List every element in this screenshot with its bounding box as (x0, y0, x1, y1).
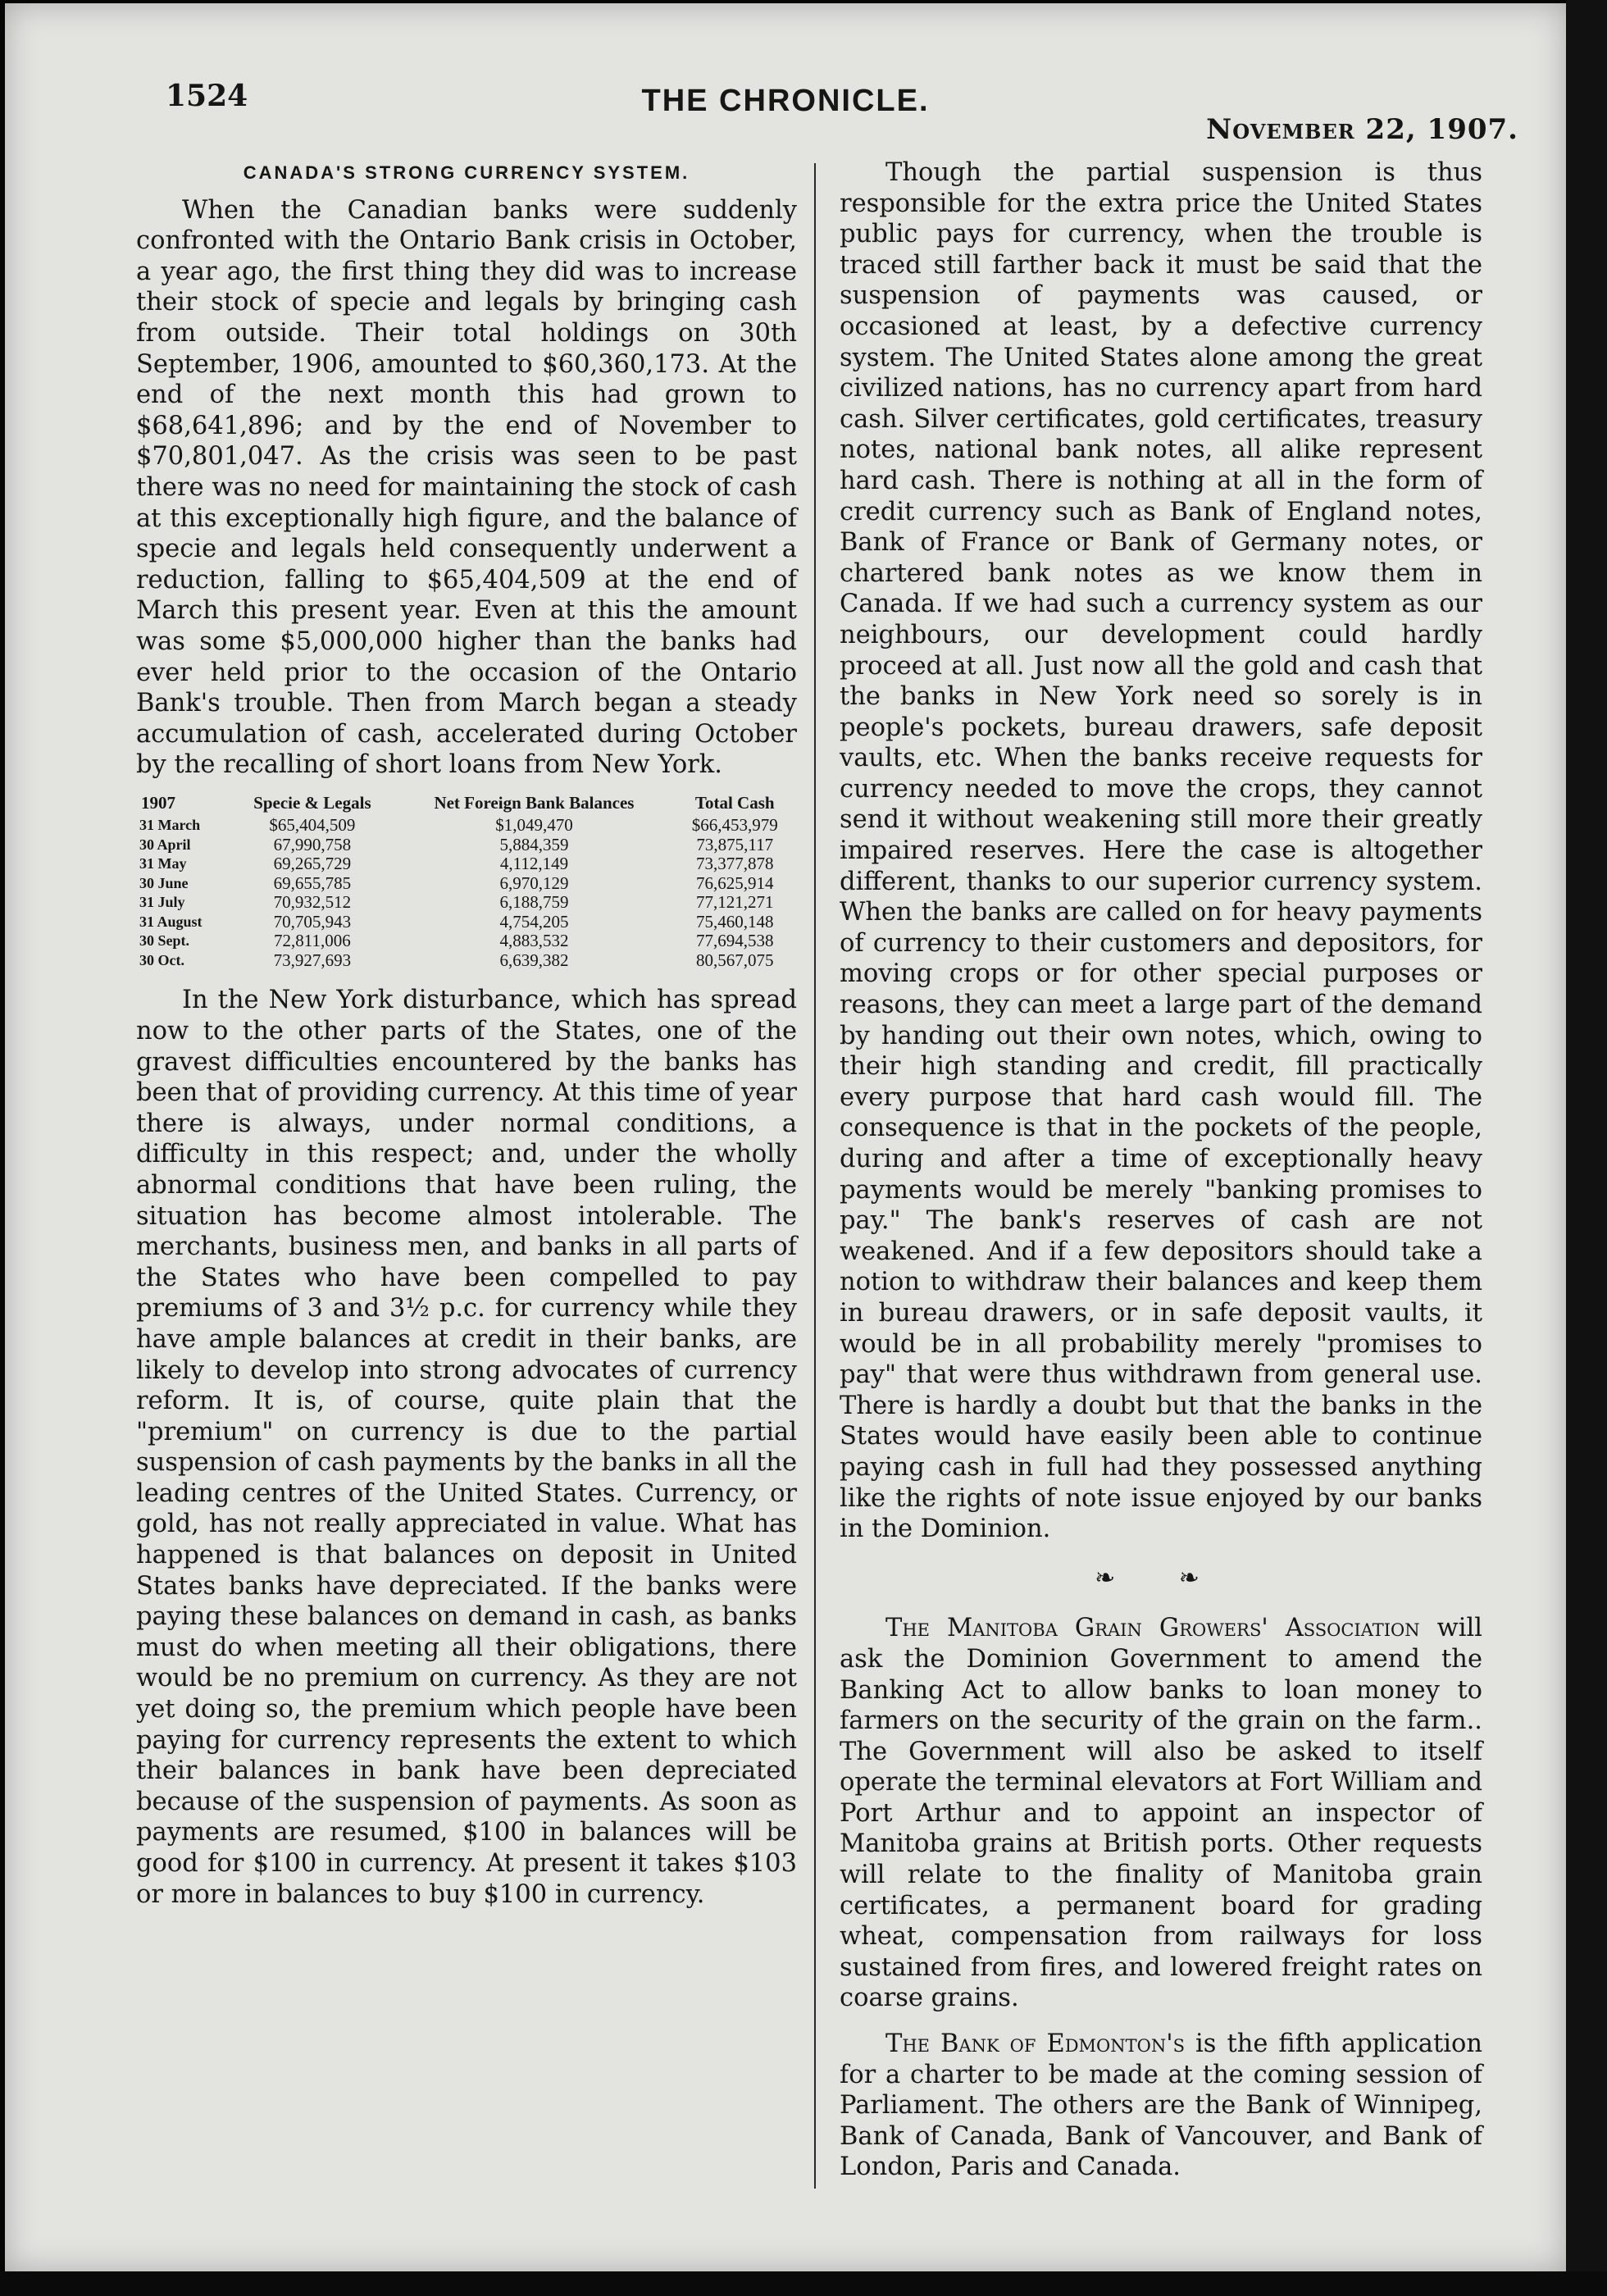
article-paragraph-2: In the New York disturbance, which has spread now to the other parts of the States, one of the gravest difficulties encountered by the banks has been that of providing currency. At this time of year there is always, under normal conditions, a difficulty in this respect; and, under the wholly abnormal conditions that have been ruling, the situation has become almost intolerable. The merchants, business men, and banks in all parts of the States who have been compelled to pay premiums of 3 and 3½ p.c. for currency while they have ample balances at credit in their banks, are likely to develop into strong advocates of currency reform. It is, of course, quite plain that the "premium" on currency is due to the partial suspension of cash payments by the banks in all the leading centres of the United States. Currency, or gold, has not really appreciated in value. What has happened is that balances on deposit in United States banks have depreciated. If the banks were paying these balances on demand in cash, as banks must do when meeting all their obligations, there would be no premium on currency. As they are not yet doing so, the premium which people have been paying for currency represents the extent to which their balances in bank have been depreciated because of the suspension of payments. As soon as payments are resumed, $100 in balances will be good for $100 in currency. At present it takes $103 or more in balances to buy $100 in currency. (136, 986, 797, 1909)
cell-date: 31 March (139, 817, 201, 834)
cell-total: $66,453,979 (691, 815, 778, 836)
column-header-year: 1907 (141, 792, 175, 813)
cell-foreign: $1,049,470 (495, 815, 573, 836)
issue-date: November 22, 1907. (1206, 113, 1518, 146)
column-rule (814, 163, 816, 2189)
cell-foreign: 6,639,382 (499, 950, 569, 970)
cell-total: 76,625,914 (695, 872, 774, 893)
cell-foreign: 4,883,532 (499, 931, 569, 951)
column-header-foreign-balances: Net Foreign Bank Balances (434, 792, 635, 813)
table-row (136, 854, 797, 874)
table-row (136, 836, 797, 855)
table-row (136, 932, 797, 951)
page-header (5, 79, 1566, 144)
column-header-total-cash: Total Cash (694, 792, 775, 813)
cell-date: 31 July (139, 894, 185, 911)
table-header-row (136, 794, 797, 817)
cell-date: 31 May (139, 855, 187, 872)
cell-date: 31 August (139, 913, 203, 930)
column-header-specie: Specie & Legals (253, 792, 371, 813)
right-column (840, 157, 1482, 2183)
cell-date: 30 June (139, 874, 189, 891)
cell-specie: 72,811,006 (274, 931, 351, 951)
cell-date: 30 April (139, 836, 191, 853)
cell-date: 30 Oct. (139, 951, 184, 968)
note-body: will ask the Dominion Government to amend the Banking Act to allow banks to loan money to farmers on the security of the grain on the farm.. The Government will also be asked to itself operate the terminal elevators at Fort William and Port Arthur and to appoint an inspector of Manitoba grains at British ports. Other requests will relate to the finality of Manitoba grain certificates, a permanent board for grading wheat, compensation from railways for loss sustained from fires, and lowered freight rates on coarse grains. (840, 1614, 1482, 2013)
note-manitoba-grain-growers (840, 1613, 1482, 2014)
cell-total: 75,460,148 (695, 911, 774, 932)
page-number: 1524 (166, 79, 248, 113)
cell-foreign: 5,884,359 (499, 834, 569, 854)
table-row (136, 893, 797, 913)
table-row (136, 951, 797, 971)
cell-specie: 67,990,758 (273, 834, 352, 854)
note-body: is the fifth application for a charter to be made at the coming session of Parliament. The others are the Bank of Winnipeg, Bank of Canada, Bank of Vancouver, and Bank of London, Paris and Canada. (840, 2029, 1482, 2182)
table-row (136, 913, 797, 932)
scan-border-bottom (0, 2271, 1607, 2296)
note-bank-of-edmonton (840, 2029, 1482, 2183)
table-row (136, 874, 797, 894)
cell-foreign: 6,188,759 (499, 892, 569, 913)
cell-specie: 70,705,943 (273, 911, 352, 932)
note-lead: The Bank of Edmonton's (885, 2029, 1186, 2059)
cell-specie: 73,927,693 (273, 950, 352, 970)
cell-specie: $65,404,509 (269, 815, 356, 836)
cell-total: 73,377,878 (695, 854, 774, 874)
scan-border-right (1566, 0, 1607, 2296)
journal-title: THE CHRONICLE. (641, 84, 930, 118)
note-lead: The Manitoba Grain Growers' Association (885, 1614, 1420, 1643)
table-row (136, 816, 797, 836)
cell-specie: 69,655,785 (273, 872, 352, 893)
cell-total: 73,875,117 (696, 834, 774, 854)
cell-date: 30 Sept. (139, 932, 190, 950)
newspaper-page (5, 3, 1566, 2271)
cell-total: 80,567,075 (695, 950, 774, 970)
fleuron-ornament: ❧ ❧ (1095, 1563, 1227, 1592)
cell-foreign: 4,112,149 (499, 854, 569, 874)
cell-specie: 69,265,729 (273, 854, 352, 874)
cell-foreign: 4,754,205 (499, 911, 569, 932)
cash-holdings-table (136, 794, 797, 971)
article-paragraph-3: Though the partial suspension is thus responsible for the extra price the United States public pays for currency, when the trouble is traced still farther back it must be said that the suspension of payments was caused, or occasioned at least, by a defective currency system. The United States alone among the great civilized nations, has no currency apart from hard cash. Silver certificates, gold certificates, treasury notes, national bank notes, all alike represent hard cash. There is nothing at all in the form of credit currency such as Bank of England notes, Bank of France or Bank of Germany notes, or chartered bank notes as we know them in Canada. If we had such a currency system as our neighbours, our development could hardly proceed at all. Just now all the gold and cash that the banks in New York need so sorely is in people's pockets, bureau drawers, safe deposit vaults, etc. When the banks receive requests for currency needed to move the crops, they cannot send it without weakening still more their greatly impaired reserves. Here the case is altogether different, thanks to our superior currency system. When the banks are called on for heavy payments of currency to their customers and depositors, for moving crops or for other special purposes or reasons, they can meet a large part of the demand by handing out their own notes, which, owing to their high standing and credit, fill practically every purpose that hard cash would fill. The consequence is that in the pockets of the people, during and after a time of exceptionally heavy payments would be merely "banking promises to pay." The bank's reserves of cash are not weakened. And if a few depositors should take a notion to withdraw their balances and keep them in bureau drawers, or in safe deposit vaults, it would be in all probability merely "promises to pay" that were thus withdrawn from general use. There is hardly a doubt but that the banks in the States would have easily been able to continue paying cash in full had they possessed anything like the rights of note issue enjoyed by our banks in the Dominion. (840, 158, 1482, 1544)
cell-total: 77,121,271 (695, 892, 774, 913)
cell-total: 77,694,538 (695, 931, 774, 951)
left-column (136, 157, 797, 1910)
article-paragraph-1: When the Canadian banks were suddenly confronted with the Ontario Bank crisis in October, a year ago, the first thing they did was to increase their stock of specie and legals by bringing cash from outside. Their total holdings on 30th September, 1906, amounted to $60,360,173. At the end of the next month this had grown to $68,641,896; and by the end of November to $70,801,047. As the crisis was seen to be past there was no need for maintaining the stock of cash at this exceptionally high figure, and the balance of specie and legals held consequently underwent a reduction, falling to $65,404,509 at the end of March this present year. Even at this the amount was some $5,000,000 higher than the banks had ever held prior to the occasion of the Ontario Bank's trouble. Then from March began a steady accumulation of cash, accelerated during October by the recalling of short loans from New York. (136, 195, 797, 780)
cell-foreign: 6,970,129 (499, 872, 569, 893)
cell-specie: 70,932,512 (273, 892, 352, 913)
article-title: CANADA'S STRONG CURRENCY SYSTEM. (243, 162, 690, 183)
